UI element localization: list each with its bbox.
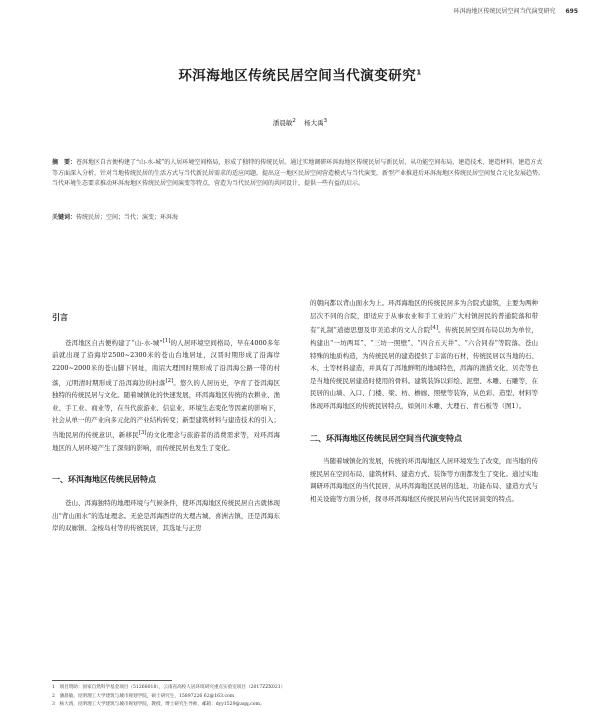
intro-citation-1: [1] [162,337,171,344]
abstract-text: 苍洱地区自古便构建了“山-水-城”的人居环境空间格局，形成了独特的传统民居。通过实地调研环洱海地区传统民居与新民居，从功能空间布局、建造技术、建造材料、建造方式等方面深入分析，针对当地传统民居的生活方式与当代新民居需求的适应问题，提出这一地区民居空间营造模式与当代演变，新型产业推进后环洱海地区传统民居空间复合元化发展趋势。当代环境生态要求推动环洱海地区传统民居空间演变等特点，营造为当代民居空间的共同设计，提供一些有益的启示。 [52,159,545,187]
intro-p1-d: 的文化理念与旅游者的消费需求等，对环洱海地区的人居环境产生了深刻的影响，而传统民居也发生了变化。 [52,431,281,452]
keywords-label: 关键词： [52,214,77,221]
abstract [52,158,546,190]
intro-paragraph [52,335,280,455]
running-head [454,6,578,15]
running-head-title: 环洱海地区传统民居空间当代演变研究 [453,8,556,15]
paper-title-text: 环洱海地区传统民居空间当代演变研究 [178,68,417,84]
left-column [52,312,280,535]
section-2-heading: 二、环洱海地区传统民居空间当代演变特点 [310,433,462,443]
section-1-paragraph: 苍山、洱海独特的地理环境与气候条件，使环洱海地区传统民居自古就体现出“背山面水”的选址理念。无论是洱海西岸的大理古城、喜洲古镇，还是洱海东岸的双廊镇、金梭岛村等的传统民居，其选址与正房 [52,499,280,533]
keywords-text: 传统民居；空间；当代；演变；环洱海 [76,214,179,221]
footnotes [52,684,552,710]
footnote-2: 2 潘晨敏，昆明理工大学建筑与城市规划学院，硕士研究生，15897226 62@163.com [52,693,235,699]
author-1-mark: 2 [292,118,296,124]
right-citation-4: [4] [430,325,438,332]
page-number: 695 [565,8,578,15]
right-p0-a: 的朝向都以背山面水为上。环洱海地区的传统民居多为合院式建筑，主要为两种层次不同的合院，即适应于从事农业和手工业的广大村镇居民的普通院落和带有“礼制”道德思想及审美追求的文人合院 [310,299,538,335]
section-2-paragraph: 当随着城镇化的发展，传统的环洱海地区人居环境发生了改变，而当地的传统民居在空间布局、建筑材料、建造方式、装饰等方面都发生了变化。通过实地调研环洱海地区的当代民居，从环洱海地区民居的选址、功能布局、建造方式与相关设施等方面分析，探寻环洱海地区传统民居向当代民居演变的特点。 [310,457,538,503]
intro-p1-a: 苍洱地区自古便构建了“山-水-城” [65,338,163,347]
paper-title [0,64,600,84]
right-column [310,297,538,505]
intro-heading: 引言 [52,313,68,322]
footnote-3: 3 杨大禹，昆明理工大学建筑与城市规划学院，教授，博士研究生导师，邮箱：dyy1529@aqq.com。 [52,702,265,708]
author-1: 潘晨敏 [272,119,293,128]
footnote-rule [52,680,172,681]
authors [0,118,600,127]
intro-citation-3: [3] [138,430,147,437]
right-paragraph-1 [310,297,538,413]
footnote-1: 1 项目资助：国家自然科学基金项目（51268018），云南省高校人居环境研究重点实验室项目（2017ZZX021） [52,685,286,690]
abstract-label: 摘 要： [52,159,77,166]
intro-citation-2: [2] [165,377,174,384]
keywords [52,212,546,221]
intro-p1-c: 。悠久的人居历史，孕育了苍洱海区独特的传统民居与文化。随着城镇化的快速发展，环洱海地区传统的农耕业、渔业、手工业、商业等，在当代旅游业、信息业、环境生态变化等因素的影响下，社会从单一的产业向多元化的产业结构转变；新型建筑材料与建造技术的引入；当地民居的传统意识、新移民 [52,378,281,440]
intro-p1-b: 的人居环境空间格局，早在4000多年前就出现了沿海岸2500~2300米的苍山台地居址，汉晋时期形成了沿海岸2200~2000米的苍山脚下居址，南诏大理国时期形成了沿洱海公路一带的村落，元明清时期形成了沿洱海边的村落 [52,338,280,387]
right-p0-b: 。传统民居空间布局以坊为单位，构建出“一坊两耳”、“三坊一照壁”、“四合五天井”、“六合同春”等院落。苍山特殊的地质构造，为传统民居的建造提供了丰富的石材，传统民居以当地的石、木、土等材料建造，并具有了洱地鲜明的地域特色，洱海的渔猎文化、贝壳等也是当地传统民居建造时使用的骨料。建筑装饰以彩绘、泥塑、木雕、石雕等，在民居的山墙、入口、门楼、梁、枋、檐廊、照壁等装饰，从色彩、造型、材料等体现环洱海地区的传统民居特点，如剑川木雕、大理石、青石板等（图1）。 [310,326,539,410]
author-2-mark: 3 [323,118,328,124]
author-2: 杨大禹 [304,119,324,128]
title-footnote-marker: 1 [416,68,422,77]
section-1-heading: 一、环洱海地区传统民居特点 [52,475,156,485]
